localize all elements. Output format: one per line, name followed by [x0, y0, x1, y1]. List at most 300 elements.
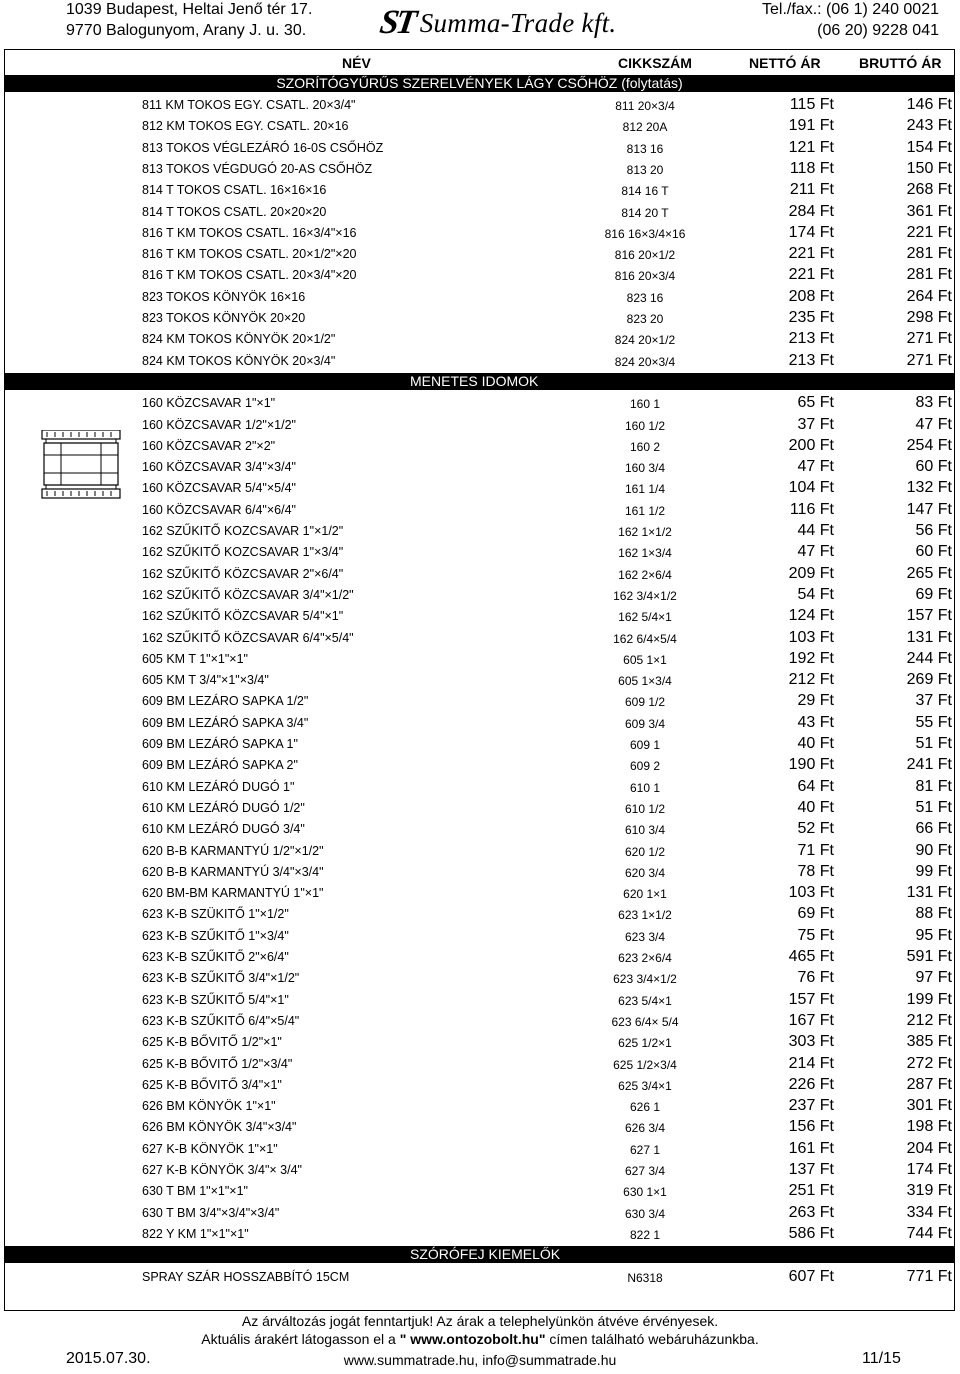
gross-price: 272 Ft: [906, 1054, 952, 1072]
net-price: 167 Ft: [788, 1011, 834, 1029]
gross-price: 301 Ft: [906, 1097, 952, 1115]
product-name: 609 BM LEZÁRÓ SAPKA 3/4": [142, 715, 309, 730]
footer-webshop-suffix: címen található webáruházunkba.: [545, 1331, 759, 1347]
section-header: [5, 1246, 954, 1263]
product-name: 605 KM T 1"×1"×1": [142, 651, 248, 666]
net-price: 208 Ft: [788, 287, 834, 305]
product-code: 605 1×3/4: [618, 674, 672, 689]
footer-date: 2015.07.30.: [66, 1350, 151, 1367]
product-code: 623 5/4×1: [618, 993, 672, 1008]
product-name: 816 T KM TOKOS CSATL. 20×3/4"×20: [142, 268, 357, 283]
gross-price: 744 Ft: [906, 1224, 952, 1242]
table-row: [5, 392, 954, 413]
gross-price: 132 Ft: [906, 479, 952, 497]
product-name: 620 B-B KARMANTYÚ 3/4"×3/4": [142, 864, 324, 879]
logo-mark: ST: [377, 4, 417, 41]
net-price: 221 Ft: [788, 245, 834, 263]
table-row: [5, 264, 954, 285]
table-row: [5, 350, 954, 371]
product-name: 610 KM LEZÁRÓ DUGÓ 1/2": [142, 800, 305, 815]
product-name: 162 SZŰKITŐ KÖZCSAVAR 2"×6/4": [142, 566, 344, 581]
product-name: 162 SZŰKITŐ KOZCSAVAR 1"×3/4": [142, 545, 344, 560]
product-name: 609 BM LEZÁRO SAPKA 1/2": [142, 694, 309, 709]
product-code: 161 1/4: [624, 482, 666, 497]
footer-webshop-prefix: Aktuális árakért látogasson el a: [201, 1331, 400, 1347]
product-name: 812 KM TOKOS EGY. CSATL. 20×16: [142, 119, 349, 134]
product-name: 626 BM KÖNYÖK 3/4"×3/4": [142, 1120, 297, 1135]
product-code: 605 1×1: [623, 652, 667, 667]
table-row: [5, 1116, 954, 1137]
net-price: 137 Ft: [788, 1161, 834, 1178]
section-title: SZÓRÓFEJ KIEMELŐK: [410, 1246, 561, 1263]
product-name: 160 KÖZCSAVAR 5/4"×5/4": [142, 481, 296, 496]
table-row: [5, 94, 954, 115]
product-code: 813 16: [626, 141, 664, 156]
net-price: 104 Ft: [788, 479, 834, 497]
product-code: 822 1: [629, 1227, 661, 1242]
net-price: 211 Ft: [789, 181, 834, 199]
table-row: [5, 840, 954, 861]
net-price: 69 Ft: [797, 905, 834, 923]
net-price: 303 Ft: [788, 1033, 834, 1051]
product-code: 160 1/2: [624, 418, 666, 433]
table-row: [5, 1180, 954, 1201]
net-price: 190 Ft: [788, 756, 834, 774]
product-code: 812 20A: [622, 120, 668, 135]
footer-disclaimer: Az árváltozás jogát fenntartjuk! Az árak a telephelyünkön átvéve érvényesek.: [241, 1313, 719, 1329]
product-code: 630 1×1: [623, 1185, 667, 1200]
product-code: 816 20×1/2: [614, 248, 676, 263]
product-name: 625 K-B BŐVITŐ 1/2"×1": [142, 1035, 282, 1050]
footer-web-email[interactable]: www.summatrade.hu, info@summatrade.hu: [343, 1352, 617, 1368]
net-price: 209 Ft: [788, 564, 834, 582]
product-code: 823 16: [626, 290, 664, 305]
gross-price: 199 Ft: [906, 990, 952, 1008]
product-name: 162 SZŰKITŐ KÖZCSAVAR 3/4"×1/2": [142, 587, 354, 602]
net-price: 213 Ft: [788, 330, 834, 348]
gross-price: 361 Ft: [906, 202, 952, 220]
net-price: 156 Ft: [788, 1118, 834, 1136]
product-code: 623 1×1/2: [618, 908, 672, 923]
net-price: 157 Ft: [788, 990, 834, 1008]
product-code: 813 20: [626, 162, 664, 177]
table-row: [5, 137, 954, 158]
net-price: 40 Ft: [797, 735, 834, 752]
table-row: [5, 925, 954, 946]
product-code: 824 20×3/4: [614, 354, 676, 369]
product-name: 623 K-B SZŰKITŐ 3/4"×1/2": [142, 971, 300, 986]
product-name: 162 SZŰKITŐ KÖZCSAVAR 5/4"×1": [142, 609, 344, 624]
product-code: 609 2: [629, 759, 661, 774]
product-code: 160 1: [629, 397, 661, 412]
net-price: 40 Ft: [797, 798, 834, 816]
product-name: 623 K-B SZŰKITŐ 1"×3/4": [142, 928, 289, 943]
net-price: 191 Ft: [788, 117, 834, 135]
table-row: [5, 499, 954, 520]
product-name: 623 K-B SZÜKITŐ 1"×1/2": [142, 907, 289, 922]
price-list-table: [4, 49, 955, 1311]
table-row: [5, 733, 954, 754]
gross-price: 131 Ft: [906, 884, 952, 902]
table-row: [5, 669, 954, 690]
gross-price: 51 Ft: [915, 798, 952, 816]
product-name: 623 K-B SZŰKITŐ 6/4"×5/4": [142, 1013, 300, 1028]
product-name: 627 K-B KÖNYÖK 3/4"× 3/4": [142, 1163, 302, 1177]
gross-price: 271 Ft: [906, 351, 952, 369]
table-row: [5, 435, 954, 456]
table-row: [5, 179, 954, 200]
net-price: 121 Ft: [788, 138, 834, 156]
net-price: 212 Ft: [788, 671, 834, 689]
gross-price: 69 Ft: [915, 585, 952, 603]
table-row: [5, 1138, 954, 1159]
net-price: 237 Ft: [788, 1097, 834, 1115]
net-price: 200 Ft: [788, 436, 834, 454]
gross-price: 221 Ft: [906, 223, 952, 241]
gross-price: 157 Ft: [906, 607, 952, 625]
column-header-net: NETTÓ ÁR: [749, 55, 821, 71]
product-code: 625 3/4×1: [618, 1078, 672, 1093]
table-row: [5, 903, 954, 924]
gross-price: 298 Ft: [906, 309, 952, 326]
section-header: [5, 373, 954, 390]
product-code: 162 6/4×5/4: [613, 631, 677, 646]
table-row: [5, 946, 954, 967]
net-price: 235 Ft: [788, 309, 834, 326]
product-name: 627 K-B KÖNYÖK 1"×1": [142, 1141, 278, 1156]
section-title: MENETES IDOMOK: [410, 372, 539, 389]
gross-price: 60 Ft: [915, 458, 952, 476]
product-name: 813 TOKOS VÉGDUGÓ 20-AS CSŐHÖZ: [142, 161, 373, 176]
table-row: [5, 1074, 954, 1095]
table-row: [5, 222, 954, 243]
table-row: [5, 1031, 954, 1052]
net-price: 75 Ft: [797, 926, 834, 944]
product-code: 620 1×1: [623, 887, 667, 902]
product-name: 625 K-B BŐVITŐ 1/2"×3/4": [142, 1056, 293, 1071]
gross-price: 268 Ft: [906, 181, 952, 199]
gross-price: 319 Ft: [906, 1182, 952, 1200]
product-name: 816 T KM TOKOS CSATL. 16×3/4"×16: [142, 225, 357, 240]
table-row: [5, 584, 954, 605]
product-code: 609 1/2: [624, 695, 666, 710]
net-price: 29 Ft: [797, 692, 834, 710]
net-price: 192 Ft: [788, 649, 834, 667]
net-price: 76 Ft: [797, 969, 834, 987]
table-row: [5, 690, 954, 711]
net-price: 118 Ft: [789, 159, 834, 177]
gross-price: 281 Ft: [906, 245, 952, 263]
net-price: 174 Ft: [788, 223, 834, 241]
table-row: [5, 1010, 954, 1031]
gross-price: 99 Ft: [915, 862, 952, 880]
table-row: [5, 967, 954, 988]
table-row: [5, 712, 954, 733]
table-row: [5, 989, 954, 1010]
product-name: 160 KÖZCSAVAR 6/4"×6/4": [142, 502, 296, 517]
product-name: 816 T KM TOKOS CSATL. 20×1/2"×20: [142, 247, 357, 262]
net-price: 116 Ft: [789, 500, 834, 518]
gross-price: 90 Ft: [915, 841, 952, 859]
table-row: [5, 414, 954, 435]
table-row: [5, 861, 954, 882]
product-name: 630 T BM 1"×1"×1": [142, 1184, 248, 1199]
table-row: [5, 797, 954, 818]
gross-price: 204 Ft: [906, 1139, 952, 1157]
company-address: [66, 0, 312, 41]
product-code: 610 3/4: [624, 823, 666, 838]
company-contact: [762, 0, 939, 41]
table-row: [5, 818, 954, 839]
gross-price: 269 Ft: [906, 671, 952, 689]
product-name: 620 B-B KARMANTYÚ 1/2"×1/2": [142, 843, 324, 858]
product-code: 162 5/4×1: [618, 610, 672, 625]
page-number: 11/15: [862, 1350, 901, 1367]
product-name: 160 KÖZCSAVAR 1/2"×1/2": [142, 417, 296, 432]
table-row: [5, 201, 954, 222]
gross-price: 60 Ft: [915, 543, 952, 561]
table-row: [5, 477, 954, 498]
product-name: 814 T TOKOS CSATL. 16×16×16: [142, 183, 327, 198]
product-code: 609 3/4: [624, 716, 666, 731]
net-price: 465 Ft: [788, 948, 834, 965]
net-price: 607 Ft: [788, 1267, 834, 1285]
net-price: 284 Ft: [788, 202, 834, 220]
product-code: 823 20: [626, 312, 664, 326]
product-code: 623 2×6/4: [618, 951, 672, 965]
table-row: [5, 115, 954, 136]
product-code: N6318: [627, 1270, 663, 1285]
product-name: 824 KM TOKOS KÖNYÖK 20×3/4": [142, 353, 336, 368]
gross-price: 271 Ft: [906, 330, 952, 348]
table-row: [5, 627, 954, 648]
gross-price: 287 Ft: [906, 1075, 952, 1093]
gross-price: 212 Ft: [906, 1011, 952, 1029]
product-name: 813 TOKOS VÉGLEZÁRÓ 16-0S CSŐHÖZ: [142, 140, 384, 155]
table-row: [5, 456, 954, 477]
net-price: 64 Ft: [797, 777, 834, 795]
table-row: [5, 1266, 954, 1287]
gross-price: 131 Ft: [906, 628, 952, 646]
gross-price: 88 Ft: [915, 905, 952, 923]
gross-price: 198 Ft: [906, 1118, 952, 1136]
product-name: 610 KM LEZÁRÓ DUGÓ 1": [142, 779, 295, 794]
column-header-code: CIKKSZÁM: [618, 55, 692, 71]
gross-price: 243 Ft: [906, 117, 952, 135]
net-price: 44 Ft: [797, 522, 834, 539]
net-price: 251 Ft: [788, 1182, 834, 1200]
net-price: 47 Ft: [797, 458, 834, 476]
gross-price: 147 Ft: [906, 500, 952, 518]
gross-price: 385 Ft: [906, 1033, 952, 1051]
product-code: 626 1: [629, 1100, 661, 1115]
product-code: 816 20×3/4: [614, 269, 676, 284]
net-price: 78 Ft: [797, 862, 834, 880]
product-name: 160 KÖZCSAVAR 3/4"×3/4": [142, 460, 296, 475]
gross-price: 56 Ft: [915, 522, 952, 539]
gross-price: 37 Ft: [915, 692, 952, 710]
gross-price: 244 Ft: [906, 649, 952, 667]
gross-price: 591 Ft: [906, 948, 952, 965]
net-price: 103 Ft: [788, 884, 834, 902]
product-code: 627 3/4: [624, 1164, 666, 1178]
product-name: 823 TOKOS KÖNYÖK 20×20: [142, 311, 306, 325]
net-price: 71 Ft: [797, 841, 834, 859]
net-price: 263 Ft: [788, 1203, 834, 1221]
product-code: 160 2: [629, 439, 661, 454]
product-name: SPRAY SZÁR HOSSZABBÍTÓ 15CM: [142, 1269, 350, 1284]
gross-price: 241 Ft: [906, 756, 952, 774]
gross-price: 771 Ft: [906, 1267, 952, 1285]
gross-price: 334 Ft: [906, 1203, 952, 1221]
net-price: 586 Ft: [788, 1224, 834, 1242]
product-code: 623 3/4: [624, 929, 666, 944]
product-code: 162 1×1/2: [618, 525, 672, 539]
product-name: 814 T TOKOS CSATL. 20×20×20: [142, 204, 327, 219]
product-code: 811 20×3/4: [615, 99, 675, 113]
product-name: 625 K-B BŐVITŐ 3/4"×1": [142, 1077, 282, 1092]
table-row: [5, 605, 954, 626]
gross-price: 174 Ft: [906, 1161, 952, 1178]
page-header: [0, 0, 960, 44]
product-name: 160 KÖZCSAVAR 2"×2": [142, 438, 276, 453]
address-line-2: 9770 Balogunyom, Arany J. u. 30.: [66, 22, 307, 39]
gross-price: 95 Ft: [915, 926, 952, 944]
product-name: 620 BM-BM KARMANTYÚ 1"×1": [142, 886, 324, 901]
net-price: 65 Ft: [797, 394, 834, 412]
gross-price: 66 Ft: [915, 820, 952, 838]
table-row: [5, 158, 954, 179]
webshop-link[interactable]: " www.ontozobolt.hu": [399, 1331, 546, 1347]
product-code: 160 3/4: [624, 461, 666, 476]
column-header-gross: BRUTTÓ ÁR: [859, 55, 942, 71]
logo-text: Summa-Trade kft.: [419, 8, 617, 38]
section-header: SZORÍTÓGYŰRŰS SZERELVÉNYEK LÁGY CSŐHÖZ (folytatás): [5, 75, 954, 92]
product-name: 623 K-B SZŰKITŐ 2"×6/4": [142, 950, 289, 964]
product-code: 162 3/4×1/2: [613, 588, 677, 603]
table-row: [5, 754, 954, 775]
table-row: [5, 243, 954, 264]
product-code: 627 1: [629, 1142, 661, 1157]
table-row: [5, 1053, 954, 1074]
product-code: 162 1×3/4: [618, 546, 672, 561]
phone-line-1: Tel./fax.: (06 1) 240 0021: [762, 1, 939, 18]
product-name: 162 SZŰKITŐ KOZCSAVAR 1"×1/2": [142, 524, 344, 538]
table-row: [5, 882, 954, 903]
gross-price: 97 Ft: [915, 969, 952, 987]
gross-price: 146 Ft: [906, 96, 952, 113]
product-code: 626 3/4: [624, 1121, 666, 1136]
product-code: 625 1/2×3/4: [613, 1057, 677, 1072]
footer-webshop-note: [0, 1330, 960, 1348]
net-price: 43 Ft: [797, 713, 834, 731]
net-price: 47 Ft: [797, 543, 834, 561]
column-header-name: NÉV: [342, 55, 371, 71]
table-row: [5, 1095, 954, 1116]
product-code: 824 20×1/2: [614, 333, 676, 348]
product-code: 620 1/2: [624, 844, 666, 859]
address-line-1: 1039 Budapest, Heltai Jenő tér 17.: [66, 1, 313, 18]
gross-price: 150 Ft: [906, 159, 952, 177]
gross-price: 55 Ft: [915, 713, 952, 731]
product-name: 822 Y KM 1"×1"×1": [142, 1226, 249, 1241]
company-logo: [377, 4, 617, 42]
net-price: 54 Ft: [797, 585, 834, 603]
column-header-row: [5, 53, 954, 73]
table-row: [5, 328, 954, 349]
gross-price: 154 Ft: [906, 138, 952, 156]
gross-price: 281 Ft: [906, 266, 952, 284]
product-code: 814 20 T: [621, 205, 669, 220]
net-price: 103 Ft: [788, 628, 834, 646]
table-row: [5, 1202, 954, 1223]
table-row: [5, 1159, 954, 1180]
product-code: 630 3/4: [624, 1206, 666, 1221]
table-row: [5, 776, 954, 797]
net-price: 161 Ft: [788, 1139, 834, 1157]
net-price: 124 Ft: [788, 607, 834, 625]
net-price: 52 Ft: [797, 820, 834, 838]
product-name: 605 KM T 3/4"×1"×3/4": [142, 673, 269, 688]
net-price: 213 Ft: [788, 351, 834, 369]
page-footer: [0, 1312, 960, 1374]
gross-price: 47 Ft: [915, 415, 952, 433]
product-name: 623 K-B SZŰKITŐ 5/4"×1": [142, 992, 289, 1007]
product-name: 823 TOKOS KÖNYÖK 16×16: [142, 289, 306, 304]
gross-price: 265 Ft: [906, 564, 952, 582]
product-code: 625 1/2×1: [618, 1036, 672, 1051]
table-row: [5, 307, 954, 328]
product-code: 620 3/4: [624, 865, 666, 880]
table-row: [5, 1223, 954, 1244]
gross-price: 83 Ft: [915, 394, 952, 412]
net-price: 226 Ft: [788, 1075, 834, 1093]
product-name: 626 BM KÖNYÖK 1"×1": [142, 1099, 276, 1114]
table-row: [5, 648, 954, 669]
product-code: 609 1: [629, 738, 661, 752]
gross-price: 264 Ft: [906, 287, 952, 305]
gross-price: 81 Ft: [915, 777, 952, 795]
phone-line-2: (06 20) 9228 041: [817, 22, 939, 39]
product-name: 609 BM LEZÁRÓ SAPKA 2": [142, 758, 298, 773]
product-code: 610 1: [629, 780, 661, 795]
net-price: 115 Ft: [789, 96, 834, 113]
product-code: 623 3/4×1/2: [613, 972, 677, 987]
product-code: 610 1/2: [624, 801, 666, 816]
net-price: 221 Ft: [788, 266, 834, 284]
product-name: 160 KÖZCSAVAR 1"×1": [142, 396, 276, 411]
gross-price: 254 Ft: [906, 436, 952, 454]
product-name: 811 KM TOKOS EGY. CSATL. 20×3/4": [142, 98, 356, 112]
net-price: 214 Ft: [788, 1054, 834, 1072]
net-price: 37 Ft: [797, 415, 834, 433]
product-name: 630 T BM 3/4"×3/4"×3/4": [142, 1205, 280, 1220]
gross-price: 51 Ft: [915, 735, 952, 752]
product-code: 161 1/2: [624, 503, 666, 518]
product-code: 162 2×6/4: [618, 567, 672, 582]
product-name: 162 SZŰKITŐ KÖZCSAVAR 6/4"×5/4": [142, 630, 354, 645]
table-row: [5, 286, 954, 307]
table-row: [5, 563, 954, 584]
product-code: 816 16×3/4×16: [604, 226, 686, 241]
product-name: 824 KM TOKOS KÖNYÖK 20×1/2": [142, 332, 336, 347]
table-row: [5, 541, 954, 562]
product-name: 610 KM LEZÁRÓ DUGÓ 3/4": [142, 822, 305, 837]
product-name: 609 BM LEZÁRÓ SAPKA 1": [142, 737, 298, 751]
table-row: [5, 520, 954, 541]
product-code: 623 6/4× 5/4: [611, 1014, 679, 1029]
product-code: 814 16 T: [621, 184, 669, 199]
